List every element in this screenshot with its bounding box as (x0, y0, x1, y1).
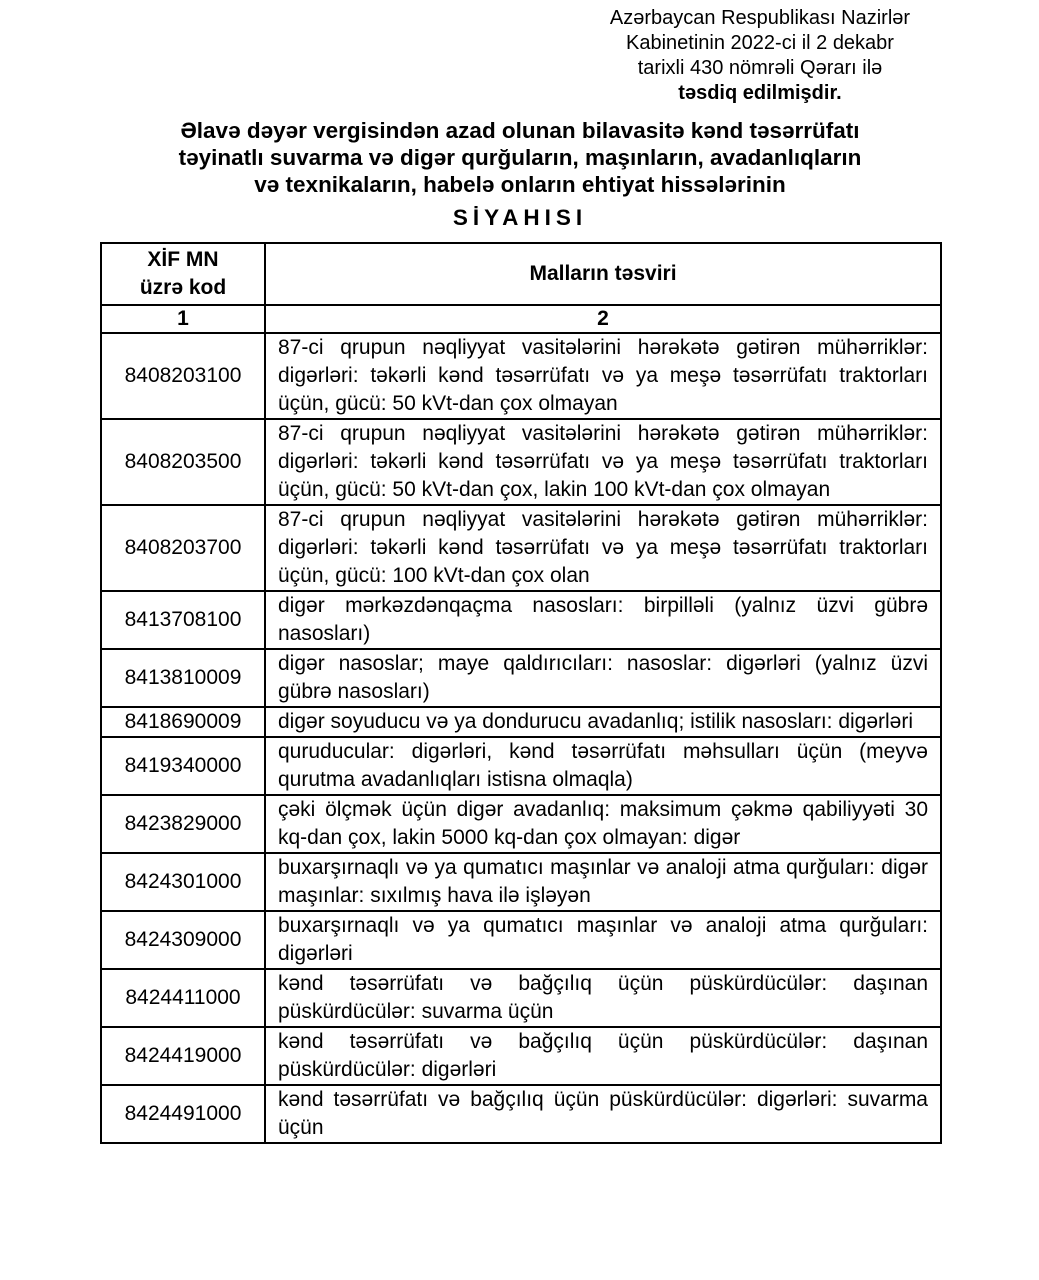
approval-line-approved: təsdiq edilmişdir. (678, 82, 842, 104)
goods-table (100, 242, 942, 1144)
goods-description: digər soyuducu və ya dondurucu avadanlıq; istilik nasosları: digərləri (265, 707, 941, 737)
approval-line: Azərbaycan Respublikası Nazirlər (609, 7, 911, 29)
goods-description: digər mərkəzdənqaçma nasosları: birpilləli (yalnız üzvi gübrə nasosları) (265, 591, 941, 649)
title-line: və texnikaların, habelə onların ehtiyat hissələrinin (254, 172, 786, 197)
approval-line: tarixli 430 nömrəli Qərarı ilə (637, 57, 883, 79)
hs-code: 8408203700 (101, 505, 265, 591)
header-code (101, 243, 265, 305)
title-line: Əlavə dəyər vergisindən azad olunan bilavasitə kənd təsərrüfatı (180, 118, 860, 143)
goods-description: digər nasoslar; maye qaldırıcıları: nasoslar: digərləri (yalnız üzvi gübrə nasosları) (265, 649, 941, 707)
hs-code: 8424419000 (101, 1027, 265, 1085)
table-row (101, 1085, 941, 1143)
hs-code: 8413708100 (101, 591, 265, 649)
table-row (101, 591, 941, 649)
column-number: 1 (101, 305, 265, 333)
table-row (101, 649, 941, 707)
hs-code: 8424491000 (101, 1085, 265, 1143)
table-row (101, 1027, 941, 1085)
column-number-row (101, 305, 941, 333)
column-number: 2 (265, 305, 941, 333)
header-description: Malların təsviri (265, 243, 941, 305)
table-row (101, 333, 941, 419)
table-row (101, 707, 941, 737)
hs-code: 8408203100 (101, 333, 265, 419)
hs-code: 8424411000 (101, 969, 265, 1027)
goods-description: buxarşırnaqlı və ya qumatıcı maşınlar və analoji atma qurğuları: digər maşınlar: sıxılmış hava ilə işləyən (265, 853, 941, 911)
table-row (101, 505, 941, 591)
header-code-line: üzrə kod (139, 276, 227, 299)
title-line: təyinatlı suvarma və digər qurğuların, maşınların, avadanlıqların (178, 145, 862, 170)
document-subtitle: SİYAHISI (452, 205, 588, 230)
table-row (101, 795, 941, 853)
hs-code: 8424309000 (101, 911, 265, 969)
table-row (101, 853, 941, 911)
goods-description: quruducular: digərləri, kənd təsərrüfatı məhsulları üçün (meyvə qurutma avadanlıqları istisna olmaqla) (265, 737, 941, 795)
table-row (101, 911, 941, 969)
goods-description: 87-ci qrupun nəqliyyat vasitələrini hərəkətə gətirən mühərriklər: digərləri: təkərli kənd təsərrüfatı və ya meşə təsərrüfatı traktorları üçün, gücü: 100 kVt-dan çox olan (265, 505, 941, 591)
goods-description: buxarşırnaqlı və ya qumatıcı maşınlar və analoji atma qurğuları: digərləri (265, 911, 941, 969)
approval-note (560, 6, 960, 106)
goods-description: çəki ölçmək üçün digər avadanlıq: maksimum çəkmə qabiliyyəti 30 kq-dan çox, lakin 5000 kq-dan çox olmayan: digər (265, 795, 941, 853)
header-code-line: XİF MN (147, 248, 219, 271)
goods-description: kənd təsərrüfatı və bağçılıq üçün püskürdücülər: daşınan püskürdücülər: suvarma üçün (265, 969, 941, 1027)
table-row (101, 419, 941, 505)
hs-code: 8413810009 (101, 649, 265, 707)
approval-line: Kabinetinin 2022-ci il 2 dekabr (626, 32, 894, 54)
table-row (101, 737, 941, 795)
goods-description: kənd təsərrüfatı və bağçılıq üçün püskürdücülər: daşınan püskürdücülər: digərləri (265, 1027, 941, 1085)
hs-code: 8419340000 (101, 737, 265, 795)
table-body (101, 333, 941, 1143)
hs-code: 8408203500 (101, 419, 265, 505)
hs-code: 8423829000 (101, 795, 265, 853)
document-title (60, 117, 980, 198)
table-row (101, 969, 941, 1027)
hs-code: 8418690009 (101, 707, 265, 737)
goods-description: kənd təsərrüfatı və bağçılıq üçün püskürdücülər: digərləri: suvarma üçün (265, 1085, 941, 1143)
hs-code: 8424301000 (101, 853, 265, 911)
goods-description: 87-ci qrupun nəqliyyat vasitələrini hərəkətə gətirən mühərriklər: digərləri: təkərli kənd təsərrüfatı və ya meşə təsərrüfatı traktorları üçün, gücü: 50 kVt-dan çox, lakin 100 kVt-dan çox olmayan (265, 419, 941, 505)
goods-description: 87-ci qrupun nəqliyyat vasitələrini hərəkətə gətirən mühərriklər: digərləri: təkərli kənd təsərrüfatı və ya meşə təsərrüfatı traktorları üçün, gücü: 50 kVt-dan çox olmayan (265, 333, 941, 419)
table-header-row (101, 243, 941, 305)
